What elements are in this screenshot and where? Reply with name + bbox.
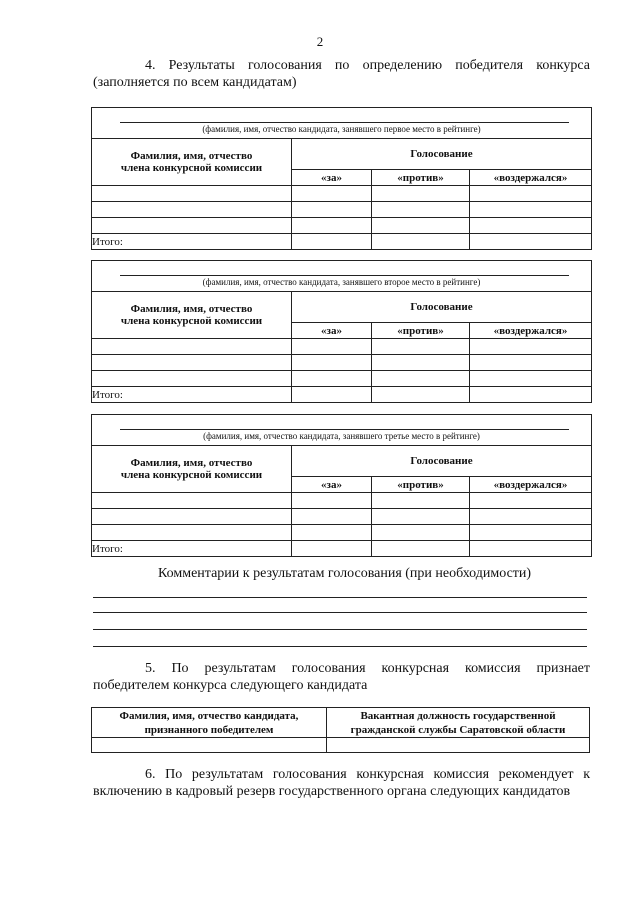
member-name-header [92, 139, 292, 186]
col-against-header: «против» [372, 170, 470, 186]
section-4-paragraph [93, 57, 590, 91]
winner-position-cell[interactable] [327, 738, 590, 753]
against-cell[interactable] [372, 202, 470, 218]
member-cell[interactable] [92, 525, 292, 541]
for-cell[interactable] [292, 509, 372, 525]
total-label: Итого: [92, 234, 292, 250]
table-row [92, 525, 592, 541]
table-row [92, 493, 592, 509]
member-cell[interactable] [92, 509, 292, 525]
col-abstain-header: «воздержался» [470, 170, 592, 186]
table-row [92, 202, 592, 218]
for-cell[interactable] [292, 202, 372, 218]
table-row [92, 509, 592, 525]
section-6-text: По результатам голосования конкурсная комиссия рекомендует к включению в кадровый резерв государственного органа следующих кандидатов [93, 767, 590, 799]
total-label: Итого: [92, 387, 292, 403]
col-against-header: «против» [372, 323, 470, 339]
section-4-text: Результаты голосования по определению победителя конкурса (заполняется по всем кандидатам) [93, 58, 591, 90]
table-row [92, 218, 592, 234]
total-against-cell[interactable] [372, 541, 470, 557]
winner-position-header-line1: Вакантная должность государственной [360, 709, 556, 722]
vote-table-2 [91, 260, 592, 403]
table-row [92, 339, 592, 355]
abstain-cell[interactable] [470, 218, 592, 234]
against-cell[interactable] [372, 355, 470, 371]
winner-position-header [327, 708, 590, 738]
member-cell[interactable] [92, 218, 292, 234]
abstain-cell[interactable] [470, 339, 592, 355]
abstain-cell[interactable] [470, 186, 592, 202]
for-cell[interactable] [292, 493, 372, 509]
member-name-header-line1: Фамилия, имя, отчество [130, 150, 253, 162]
vote-table-3 [91, 414, 592, 557]
total-abstain-cell[interactable] [470, 234, 592, 250]
total-row [92, 387, 592, 403]
abstain-cell[interactable] [470, 493, 592, 509]
for-cell[interactable] [292, 186, 372, 202]
abstain-cell[interactable] [470, 525, 592, 541]
vote-header: Голосование [292, 139, 592, 170]
winner-position-header-line2: гражданской службы Саратовской области [350, 723, 566, 736]
abstain-cell[interactable] [470, 355, 592, 371]
total-row [92, 234, 592, 250]
table-row [92, 355, 592, 371]
section-5-text: По результатам голосования конкурсная комиссия признает победителем конкурса следующего кандидата [93, 661, 590, 693]
section-5-paragraph [93, 660, 590, 694]
against-cell[interactable] [372, 509, 470, 525]
section-4-number: 4. [145, 58, 156, 73]
table-row [92, 186, 592, 202]
member-cell[interactable] [92, 371, 292, 387]
vote-header: Голосование [292, 446, 592, 477]
total-against-cell[interactable] [372, 234, 470, 250]
table-row [92, 371, 592, 387]
member-name-header [92, 292, 292, 339]
member-cell[interactable] [92, 493, 292, 509]
col-for-header: «за» [292, 477, 372, 493]
col-for-header: «за» [292, 323, 372, 339]
page-number: 2 [316, 34, 324, 49]
section-5-number: 5. [145, 661, 156, 676]
winner-name-header-line1: Фамилия, имя, отчество кандидата, [119, 709, 299, 722]
against-cell[interactable] [372, 525, 470, 541]
section-6-number: 6. [145, 767, 156, 782]
abstain-cell[interactable] [470, 371, 592, 387]
against-cell[interactable] [372, 339, 470, 355]
comment-line-2[interactable] [93, 612, 587, 613]
candidate-caption: (фамилия, имя, отчество кандидата, занявшего второе место в рейтинге) [202, 277, 481, 287]
for-cell[interactable] [292, 339, 372, 355]
member-name-header-line2: члена конкурсной комиссии [120, 469, 263, 481]
total-for-cell[interactable] [292, 387, 372, 403]
member-name-header-line2: члена конкурсной комиссии [120, 162, 263, 174]
member-name-header-line2: члена конкурсной комиссии [120, 315, 263, 327]
col-abstain-header: «воздержался» [470, 477, 592, 493]
for-cell[interactable] [292, 355, 372, 371]
against-cell[interactable] [372, 186, 470, 202]
against-cell[interactable] [372, 371, 470, 387]
for-cell[interactable] [292, 371, 372, 387]
total-row [92, 541, 592, 557]
candidate-name-cell[interactable] [92, 261, 592, 292]
candidate-name-cell[interactable] [92, 108, 592, 139]
candidate-caption: (фамилия, имя, отчество кандидата, занявшего третье место в рейтинге) [203, 431, 480, 441]
member-cell[interactable] [92, 339, 292, 355]
winner-table [91, 707, 590, 753]
winner-name-cell[interactable] [92, 738, 327, 753]
total-for-cell[interactable] [292, 234, 372, 250]
total-against-cell[interactable] [372, 387, 470, 403]
col-abstain-header: «воздержался» [470, 323, 592, 339]
against-cell[interactable] [372, 493, 470, 509]
for-cell[interactable] [292, 525, 372, 541]
comment-line-3[interactable] [93, 629, 587, 630]
col-against-header: «против» [372, 477, 470, 493]
for-cell[interactable] [292, 218, 372, 234]
abstain-cell[interactable] [470, 202, 592, 218]
member-cell[interactable] [92, 186, 292, 202]
abstain-cell[interactable] [470, 509, 592, 525]
winner-name-header-line2: признанного победителем [144, 723, 274, 736]
total-label: Итого: [92, 541, 292, 557]
comment-line-4[interactable] [93, 646, 587, 647]
against-cell[interactable] [372, 218, 470, 234]
section-6-paragraph [93, 766, 590, 800]
member-cell[interactable] [92, 202, 292, 218]
total-abstain-cell[interactable] [470, 541, 592, 557]
winner-name-header [92, 708, 327, 738]
candidate-name-cell[interactable] [92, 415, 592, 446]
member-name-header [92, 446, 292, 493]
comments-label: Комментарии к результатам голосования (при необходимости) [158, 566, 532, 581]
total-for-cell[interactable] [292, 541, 372, 557]
vote-table-1 [91, 107, 592, 250]
vote-header: Голосование [292, 292, 592, 323]
member-cell[interactable] [92, 355, 292, 371]
candidate-caption: (фамилия, имя, отчество кандидата, занявшего первое место в рейтинге) [202, 124, 481, 134]
col-for-header: «за» [292, 170, 372, 186]
member-name-header-line1: Фамилия, имя, отчество [130, 303, 253, 315]
total-abstain-cell[interactable] [470, 387, 592, 403]
member-name-header-line1: Фамилия, имя, отчество [130, 457, 253, 469]
comment-line-1[interactable] [93, 597, 587, 598]
